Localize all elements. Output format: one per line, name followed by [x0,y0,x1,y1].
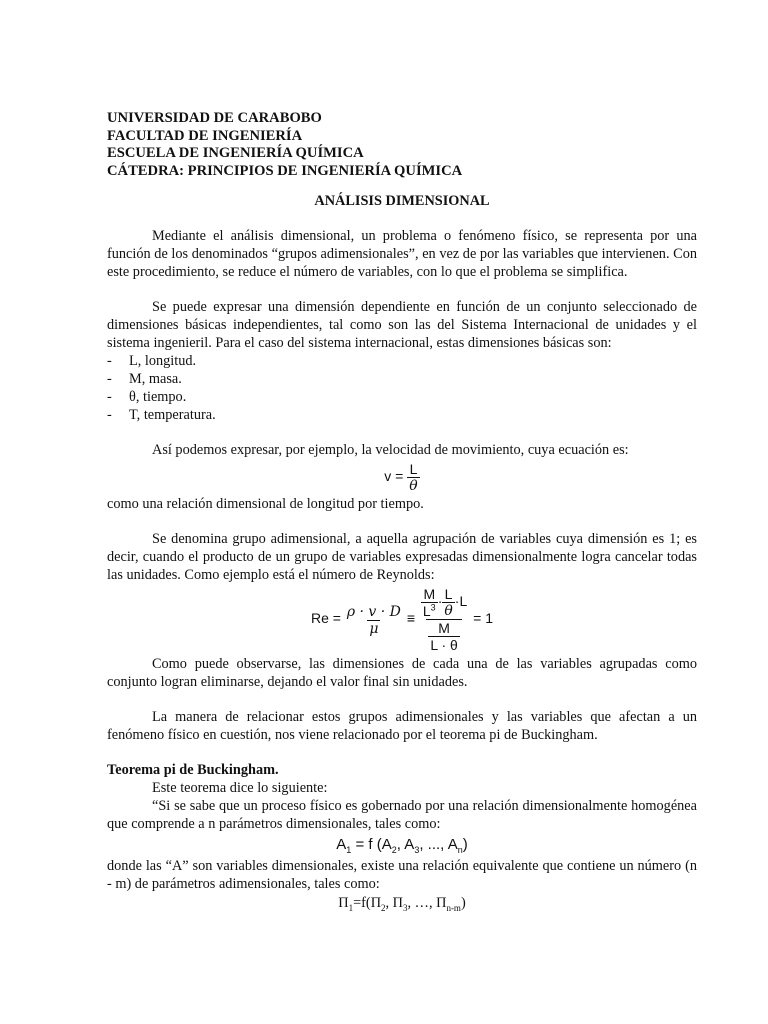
list-item: - θ, tiempo. [107,388,697,406]
eq2-l-last: L [459,593,468,610]
eq2-theta: θ [444,603,453,619]
eq1-numerator: L [409,461,418,477]
velocity-equation [107,461,697,494]
eq2-l-over-theta [442,586,454,619]
eq4-close: ) [460,895,466,911]
eq3-an: A [447,836,458,853]
eq2-big-numerator [419,586,469,619]
eq2-num1-text: ρ · v · D [346,603,401,620]
eq2-fraction-1 [345,603,403,637]
institution-header [107,110,697,180]
eq3-s2: 2 [391,845,397,855]
reynolds-equation [107,586,697,653]
eq2-l3 [421,602,438,619]
spacer [107,281,697,298]
paragraph-intro: Mediante el análisis dimensional, un problema o fenómeno físico, se representa por una función de los denominados “grupos adimensionales”, en vez de por las variables que intervienen. Con este procedimiento, se reduce el número de variables, con lo que el problema se simplifica. [107,228,697,280]
paragraph-velocity-note: como una relación dimensional de longitud por tiempo. [107,496,424,512]
section-title: Teorema pi de Buckingham. [107,762,279,778]
eq4-pi1: Π [338,895,349,911]
eq2-numerator-1 [345,603,403,620]
paragraph-velocity: Así podemos expresar, por ejemplo, la velocidad de movimiento, cuya ecuación es: [152,442,629,458]
eq4-s1: 1 [348,902,354,913]
list-item: - M, masa. [107,370,697,388]
eq2-den-l: L · θ [430,637,458,653]
document-body [107,110,697,912]
eq4-s2: 2 [381,902,386,913]
paragraph-dimensions: Se puede expresar una dimensión dependiente en función de un conjunto seleccionado de dimensiones básicas independientes, tal como son las del Sistema Internacional de unidades y el sistema ingenieril. Para el caso del sistema internacional, estas dimensiones básicas son: [107,299,697,351]
header-university: UNIVERSIDAD DE CARABOBO [107,110,322,126]
eq2-fraction-2 [419,586,469,653]
eq4-mid: =f(Π [353,895,382,911]
eq3-c2: , ..., [419,836,448,853]
header-chair: CÁTEDRA: PRINCIPIOS DE INGENIERÍA QUÍMICA [107,162,463,179]
header-faculty: FACULTAD DE INGENIERÍA [107,127,303,144]
paragraph-theorem-says: Este teorema dice lo siguiente: [152,780,328,796]
eq4-s3: 3 [403,902,408,913]
eq1-lhs: v = [384,468,404,485]
eq2-l: L [444,586,453,602]
eq4-c2: , …, Π [407,895,447,911]
header-school: ESCUELA DE INGENIERÍA QUÍMICA [107,145,364,161]
eq2-l3-base: L [422,603,431,619]
eq3-a2: A [381,836,392,853]
spacer [107,424,697,441]
eq2-lhs: Re = [310,610,341,627]
dimension-list [107,352,697,424]
spacer [107,744,697,761]
eq3-a3: A [404,836,415,853]
eq2-dot-1: · [437,593,443,610]
eq1-denominator: θ [409,478,418,494]
eq3-mid: = f ( [351,836,382,853]
eq3-s3: 3 [414,845,420,855]
paragraph-equivalent-relation: donde las “A” son variables dimensionales, existe una relación equivalente que contiene un número (n - m) de parámetros adimensionales, tales como: [107,858,697,892]
eq2-equiv: ≡ [406,610,415,627]
eq4-c1: , Π [385,895,404,911]
spacer [107,513,697,530]
paragraph-observation: Como puede observarse, las dimensiones de cada una de las variables agrupadas como conjunto logran eliminarse, dejando el valor final sin unidades. [107,656,697,690]
eq2-m-over-ltheta [428,620,460,653]
eq1-fraction [407,461,419,494]
document-title: ANÁLISIS DIMENSIONAL [314,193,490,209]
eq2-dot-2: · [454,593,460,610]
paragraph-buckingham-intro: La manera de relacionar estos grupos adimensionales y las variables que afectan a un fenómeno físico en cuestión, nos viene relacionado por el teorema pi de Buckingham. [107,709,697,743]
function-equation [107,836,697,854]
eq2-m-over-l3 [421,586,438,619]
eq3-close: ) [462,836,468,853]
eq2-denominator-1: μ [369,620,379,637]
paragraph-theorem-quote: “Si se sabe que un proceso físico es gobernado por una relación dimensionalmente homogénea que comprende a n parámetros dimensionales, tales como: [107,798,697,832]
paragraph-dimensionless: Se denomina grupo adimensional, a aquella agrupación de variables cuya dimensión es 1; es decir, cuando el producto de un grupo de variables expresadas dimensionalmente logra cancelar todas las unidades. Como ejemplo está el número de Reynolds: [107,531,697,583]
eq2-m: M [423,586,436,602]
eq3-sn: n [457,845,463,855]
list-item: - T, temperatura. [107,406,697,424]
spacer [107,691,697,708]
eq2-den-m: M [438,620,450,636]
list-item: - L, longitud. [107,352,697,370]
eq2-rhs: = 1 [473,610,494,627]
eq2-l3-exp: 3 [430,602,436,613]
eq3-s1: 1 [346,845,352,855]
spacer [107,210,697,227]
eq2-big-denominator [426,619,462,653]
pi-equation [107,894,697,912]
eq4-sn: n-m [446,902,461,913]
eq3-a1: A [336,836,347,853]
eq3-c1: , [396,836,405,853]
